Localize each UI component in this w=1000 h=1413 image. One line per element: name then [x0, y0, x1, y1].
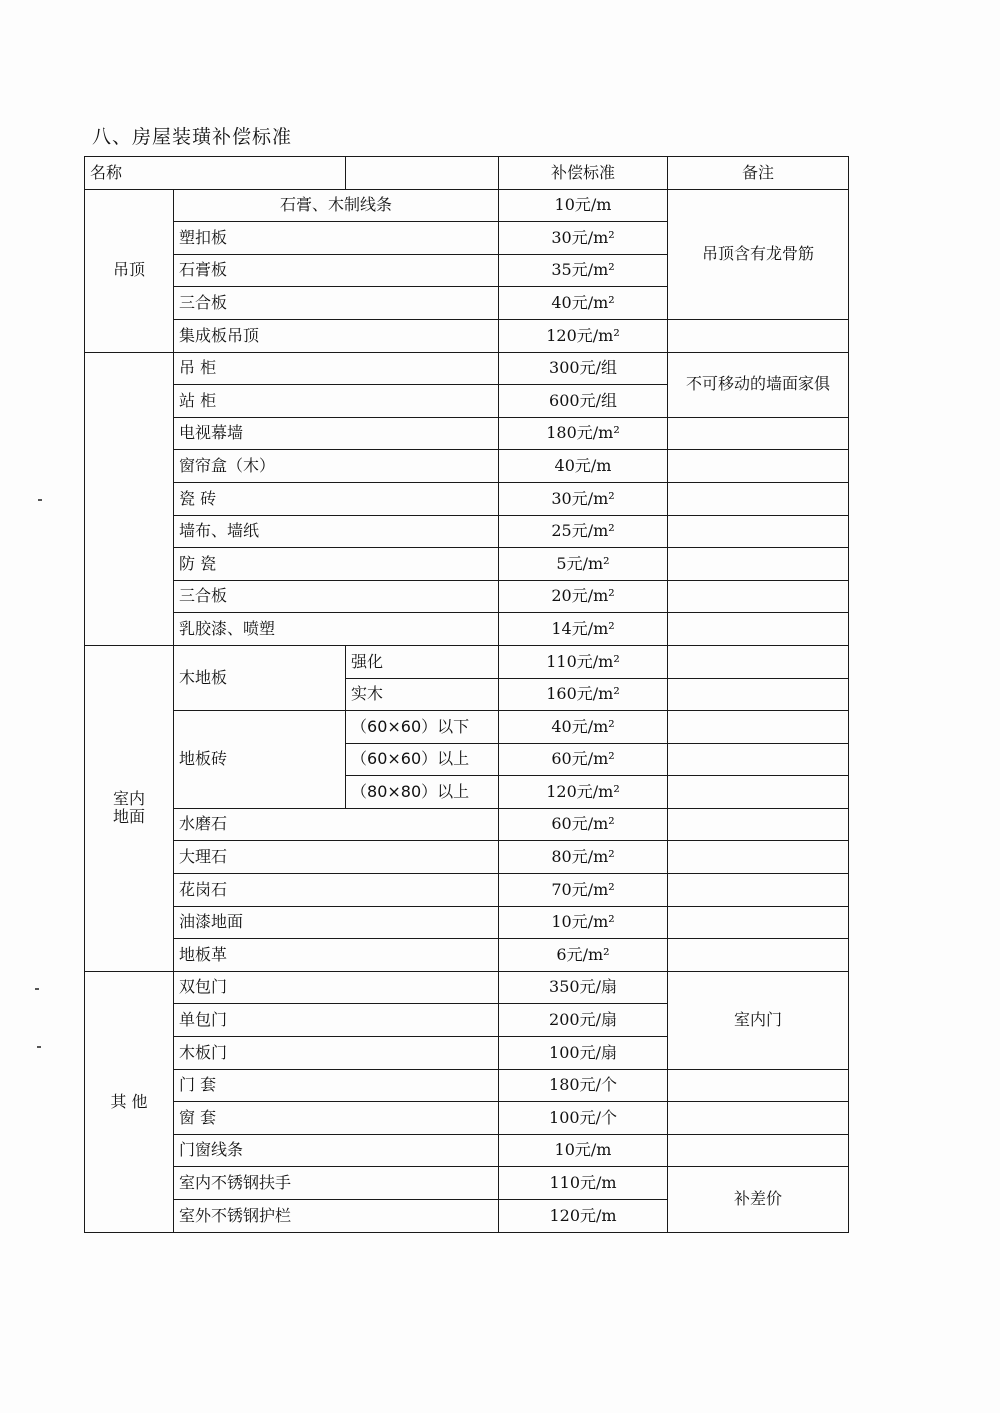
item-name: 单包门: [174, 1004, 499, 1037]
remark-empty: [668, 417, 849, 450]
item-standard: 100元/扇: [499, 1037, 668, 1070]
item-standard: 600元/组: [499, 385, 668, 418]
table-row: [85, 645, 849, 678]
item-name: 门 套: [174, 1069, 499, 1102]
item-name: 油漆地面: [174, 906, 499, 939]
item-standard: 350元/扇: [499, 971, 668, 1004]
item-name: 门窗线条: [174, 1134, 499, 1167]
remark-empty: [668, 841, 849, 874]
remark-empty: [668, 939, 849, 972]
item-name: 集成板吊顶: [174, 319, 499, 352]
table-row: [85, 548, 849, 581]
item-name: 窗 套: [174, 1102, 499, 1135]
item-name: 室外不锈钢护栏: [174, 1200, 499, 1233]
table-row: [85, 1134, 849, 1167]
remark-empty: [668, 711, 849, 744]
table-header-row: [85, 157, 849, 190]
table-row: [85, 939, 849, 972]
table-row: [85, 450, 849, 483]
item-standard: 120元/m²: [499, 776, 668, 809]
item-name: 瓷 砖: [174, 482, 499, 515]
section-heading: 八、房屋装璜补偿标准: [92, 126, 293, 148]
sub-item-name: （60×60）以上: [346, 743, 499, 776]
item-standard: 10元/m²: [499, 906, 668, 939]
item-name: 三合板: [174, 287, 499, 320]
table-row: [85, 971, 849, 1004]
scan-speck: [35, 988, 39, 990]
remark-empty: [668, 678, 849, 711]
remark-empty: [668, 808, 849, 841]
item-standard: 180元/m²: [499, 417, 668, 450]
remark-empty: [668, 645, 849, 678]
item-name: 墙布、墙纸: [174, 515, 499, 548]
table-row: [85, 1167, 849, 1200]
item-standard: 10元/m: [499, 189, 668, 222]
remark-ceiling: 吊顶含有龙骨筋: [668, 189, 849, 319]
item-name: 窗帘盒（木）: [174, 450, 499, 483]
item-name: 双包门: [174, 971, 499, 1004]
item-standard: 110元/m: [499, 1167, 668, 1200]
remark-empty: [668, 580, 849, 613]
item-standard: 180元/个: [499, 1069, 668, 1102]
item-standard: 14元/m²: [499, 613, 668, 646]
remark-empty: [668, 482, 849, 515]
header-name: 名称: [85, 157, 346, 190]
compensation-table: [84, 156, 849, 1233]
item-standard: 6元/m²: [499, 939, 668, 972]
sub-item-name: 强化: [346, 645, 499, 678]
item-standard: 110元/m²: [499, 645, 668, 678]
remark-empty: [668, 1134, 849, 1167]
table-row: [85, 808, 849, 841]
table-row: [85, 482, 849, 515]
remark-empty: [668, 776, 849, 809]
sub-item-name: 实木: [346, 678, 499, 711]
item-standard: 40元/m²: [499, 287, 668, 320]
remark-empty: [668, 515, 849, 548]
remark-extra: 补差价: [668, 1167, 849, 1232]
sub-item-name: （60×60）以下: [346, 711, 499, 744]
item-name: 大理石: [174, 841, 499, 874]
item-name: 地板砖: [174, 711, 346, 809]
item-name: 电视幕墙: [174, 417, 499, 450]
remark-door: 室内门: [668, 971, 849, 1069]
remark-wall: 不可移动的墙面家俱: [668, 352, 849, 417]
table-row: [85, 189, 849, 222]
remark-empty: [668, 743, 849, 776]
item-name: 木地板: [174, 645, 346, 710]
item-name: 防 瓷: [174, 548, 499, 581]
group-other: 其 他: [85, 971, 174, 1232]
table-row: [85, 352, 849, 385]
item-standard: 60元/m²: [499, 743, 668, 776]
item-standard: 120元/m²: [499, 319, 668, 352]
item-standard: 30元/m²: [499, 222, 668, 255]
item-standard: 100元/个: [499, 1102, 668, 1135]
item-name: 吊 柜: [174, 352, 499, 385]
item-name: 花岗石: [174, 874, 499, 907]
group-ceiling: 吊顶: [85, 189, 174, 352]
remark-empty: [668, 906, 849, 939]
remark-empty: [668, 613, 849, 646]
item-name: 木板门: [174, 1037, 499, 1070]
item-standard: 80元/m²: [499, 841, 668, 874]
group-floor-line1: 室内: [112, 788, 145, 808]
table-row: [85, 417, 849, 450]
item-name: 地板革: [174, 939, 499, 972]
remark-empty: [668, 1069, 849, 1102]
table-row: [85, 319, 849, 352]
table-row: [85, 515, 849, 548]
remark-empty: [668, 450, 849, 483]
item-name: 塑扣板: [174, 222, 499, 255]
item-standard: 30元/m²: [499, 482, 668, 515]
sub-item-name: （80×80）以上: [346, 776, 499, 809]
table-row: [85, 613, 849, 646]
item-standard: 20元/m²: [499, 580, 668, 613]
table-row: [85, 1102, 849, 1135]
item-name: 石膏板: [174, 254, 499, 287]
table-row: [85, 1069, 849, 1102]
table-row: [85, 906, 849, 939]
item-name: 乳胶漆、喷塑: [174, 613, 499, 646]
item-standard: 5元/m²: [499, 548, 668, 581]
item-name: 室内不锈钢扶手: [174, 1167, 499, 1200]
item-standard: 40元/m: [499, 450, 668, 483]
remark-empty: [668, 319, 849, 352]
scan-speck: [38, 499, 42, 501]
item-standard: 60元/m²: [499, 808, 668, 841]
table-row: [85, 841, 849, 874]
remark-empty: [668, 874, 849, 907]
item-standard: 120元/m: [499, 1200, 668, 1233]
remark-empty: [668, 548, 849, 581]
header-standard: 补偿标准: [499, 157, 668, 190]
item-standard: 200元/扇: [499, 1004, 668, 1037]
item-standard: 25元/m²: [499, 515, 668, 548]
scan-speck: [37, 1046, 41, 1048]
table-row: [85, 711, 849, 744]
group-floor-line2: 地面: [112, 807, 145, 827]
item-name: 水磨石: [174, 808, 499, 841]
item-name: 石膏、木制线条: [174, 189, 499, 222]
table-row: [85, 874, 849, 907]
table-row: [85, 580, 849, 613]
item-standard: 35元/m²: [499, 254, 668, 287]
item-name: 三合板: [174, 580, 499, 613]
item-standard: 300元/组: [499, 352, 668, 385]
item-standard: 10元/m: [499, 1134, 668, 1167]
group-floor: [85, 645, 174, 971]
item-name: 站 柜: [174, 385, 499, 418]
item-standard: 40元/m²: [499, 711, 668, 744]
header-remark: 备注: [668, 157, 849, 190]
remark-empty: [668, 1102, 849, 1135]
group-wall: [85, 352, 174, 645]
header-blank: [346, 157, 499, 190]
item-standard: 70元/m²: [499, 874, 668, 907]
item-standard: 160元/m²: [499, 678, 668, 711]
